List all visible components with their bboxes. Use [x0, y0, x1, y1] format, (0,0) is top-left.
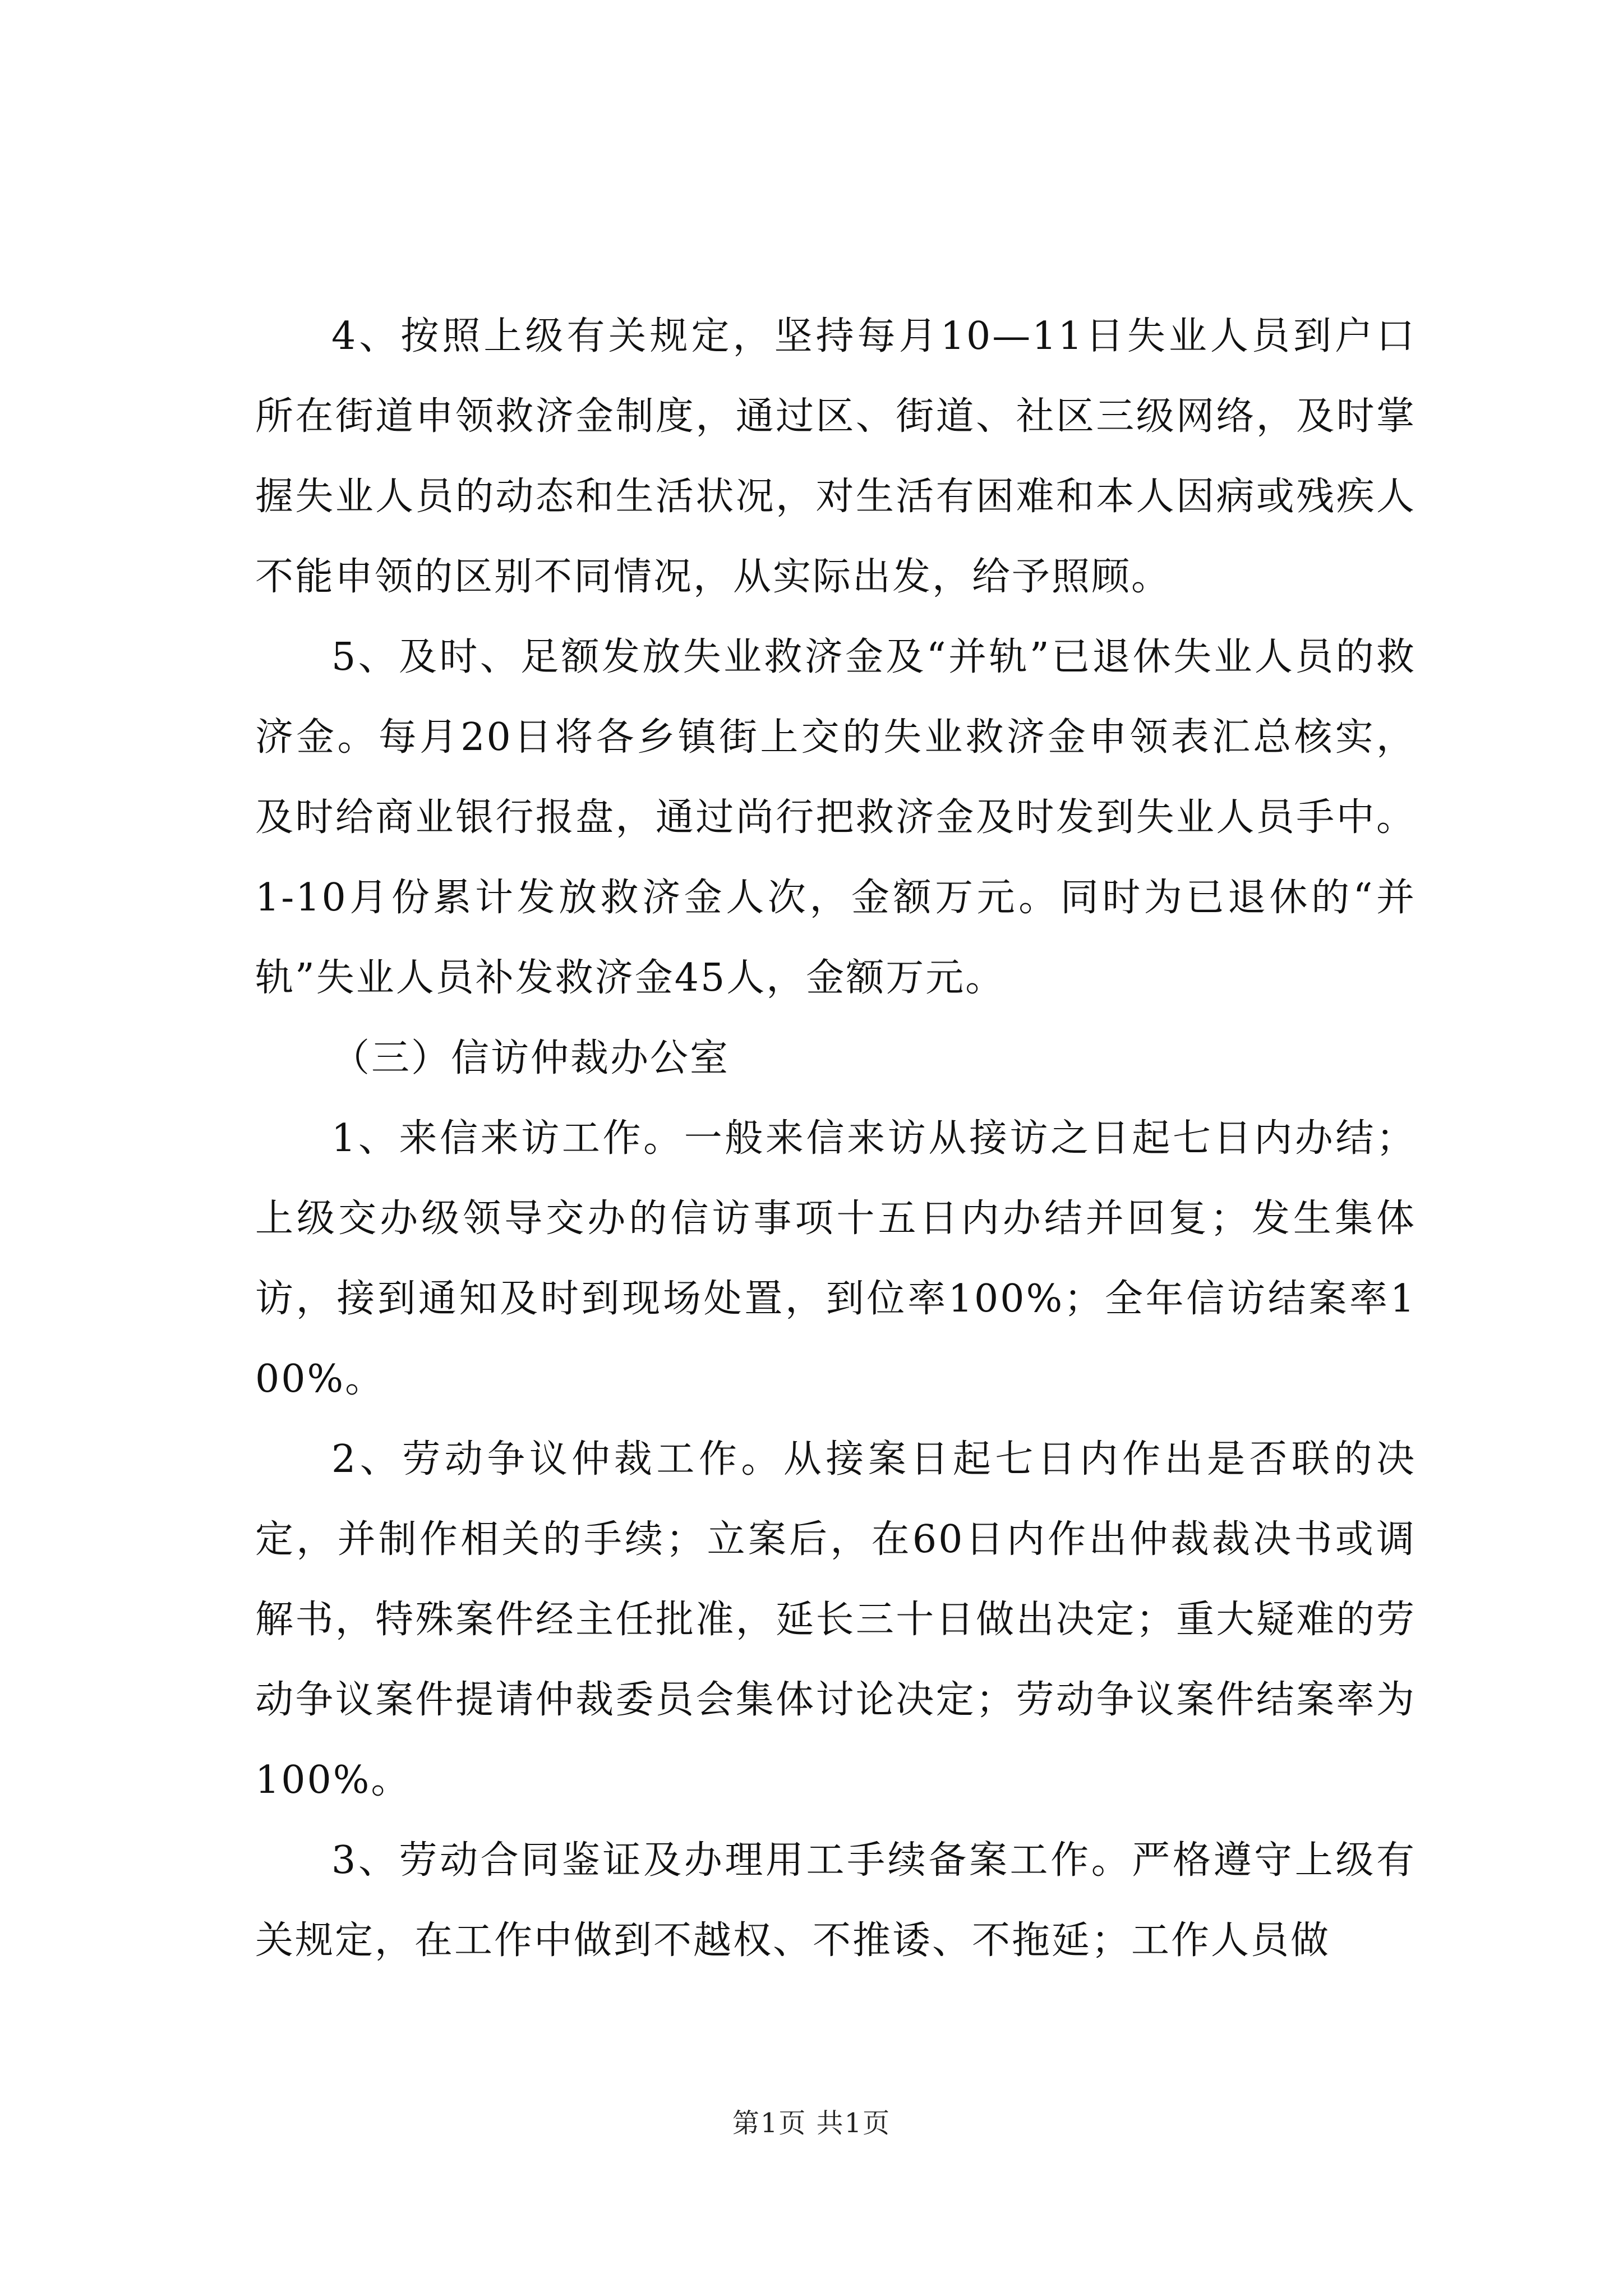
paragraph-item-5: 5、及时、足额发放失业救济金及“并轨”已退休失业人员的救济金。每月20日将各乡镇街上交的失业救济金申领表汇总核实，及时给商业银行报盘，通过尚行把救济金及时发到失业人员手中。1-10月份累计发放救济金人次，金额万元。同时为已退休的“并轨”失业人员补发救济金45人，金额万元。 — [255, 635, 1416, 1000]
paragraph-labor-dispute-arbitration: 2、劳动争议仲裁工作。从接案日起七日内作出是否联的决定，并制作相关的手续；立案后，在60日内作出仲裁裁决书或调解书，特殊案件经主任批准，延长三十日做出决定；重大疑难的劳动争议案件提请仲裁委员会集体讨论决定；劳动争议案件结案率为100%。 — [255, 1437, 1416, 1802]
paragraph-item-4: 4、按照上级有关规定，坚持每月10—11日失业人员到户口所在街道申领救济金制度，通过区、街道、社区三级网络，及时掌握失业人员的动态和生活状况，对生活有困难和本人因病或残疾人不能申领的区别不同情况，从实际出发，给予照顾。 — [255, 314, 1416, 599]
page-footer: 第1页 共1页 — [732, 2108, 891, 2139]
paragraph-labor-contract-verification: 3、劳动合同鉴证及办理用工手续备案工作。严格遵守上级有关规定，在工作中做到不越权、不推诿、不拖延；工作人员做 — [255, 1838, 1416, 1963]
paragraph-letters-visits: 1、来信来访工作。一般来信来访从接访之日起七日内办结；上级交办级领导交办的信访事项十五日内办结并回复；发生集体访，接到通知及时到现场处置，到位率100%；全年信访结案率100%。 — [255, 1116, 1416, 1401]
section-heading-petition-arbitration-office: （三）信访仲裁办公室 — [331, 1036, 730, 1080]
document-body — [255, 296, 1416, 1981]
